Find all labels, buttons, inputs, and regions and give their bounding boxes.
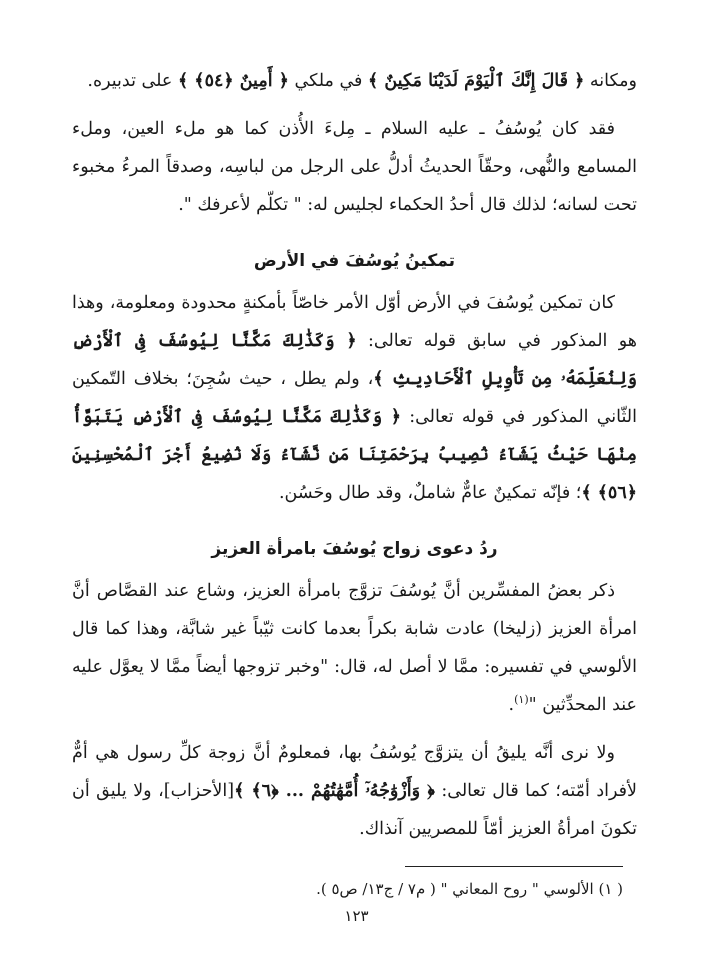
footnote-reference[interactable]: (١): [514, 693, 529, 707]
paragraph-3-lead: كان تمكين يُوسُفَ في الأرض أوّل الأمر خاصّاً بأمكنةٍ محدودة ومعلومة، وهذا هو المذكور في سابق قوله تعالى:: [72, 293, 637, 351]
page-body: [72, 62, 637, 858]
quran-verse-4: ﴿ وَكَذَٰلِكَ مَكَّنَّا لِيُوسُفَ فِى ٱلْأَرْضِ يَتَبَوَّأُ مِنْهَا حَيْثُ يَشَآءُ نُصِيبُ بِرَحْمَتِنَا مَن نَّشَآءُ وَلَا نُضِيعُ أَجْرَ ٱلْمُحْسِنِينَ ﴿٥٦﴾ ﴾: [72, 407, 637, 503]
footnote: ( ١) الألوسي " روح المعاني " ( م٧ / ج١٣/ ص٥ ).: [316, 880, 623, 898]
paragraph-5-tail: ، ولا يليق أن تكونَ امرأةُ العزيز أمّاً للمصريين آنذاك.: [72, 781, 637, 839]
paragraph-4-text: ذكر بعضُ المفسِّرين أنَّ يُوسُفَ تزوَّج بامرأة العزيز، وشاع عند القصَّاص أنَّ امرأة العزيز (زليخا) عادت شابة بكراً بعدما كانت ثيّباً غير شابَّة، وهذا كما قال الألوسي في تفسيره: ممَّا لا أصل له، قال: "وخبر تزوجها أيضاً ممَّا لا يعوَّل عليه عند المحدِّثين ": [72, 581, 637, 715]
paragraph-5: [72, 734, 637, 848]
paragraph-1-tail: على تدبيره.: [87, 71, 173, 91]
paragraph-2: فقد كان يُوسُفُ ـ عليه السلام ـ مِلءَ الأُذن كما هو ملء العين، وملء المسامع والنُّهى، وحقّاً الحديثُ أدلُّ على الرجل من لباسِه، وصدقاً المرءُ مخبوء تحت لسانه؛ لذلك قال أحدُ الحكماء لجليس له: " تكلّم لأعرفك ".: [72, 119, 637, 215]
quran-verse-2: ﴿ أَمِينٌ ﴿٥٤﴾ ﴾: [177, 71, 289, 91]
section-heading-1: تمكينُ يُوسُفَ في الأرض: [253, 251, 456, 271]
section-heading-2: ردُ دعوى زواج يُوسُفَ بامرأة العزيز: [211, 539, 498, 559]
paragraph-3-end: ؛ فإنّه تمكينٌ عامٌّ شاملٌ، وقد طال وحَسُن.: [278, 483, 582, 503]
page-number: ١٢٣: [344, 907, 369, 925]
paragraph-1-mid: في ملكي: [294, 71, 363, 91]
quran-verse-3: ﴿ وَكَذَٰلِكَ مَكَّنَّا لِيُوسُفَ فِى ٱلْأَرْضِ وَلِنُعَلِّمَهُۥ مِن تَأْوِيلِ ٱلْأَحَادِيثِ ﴾: [72, 331, 637, 389]
paragraph-5-lead: ولا نرى أنَّه يليقُ أن يتزوَّج يُوسُفُ بها، فمعلومٌ أنَّ زوجة كلِّ رسول هي أمٌّ لأفراد أمّته؛ كما قال تعالى:: [72, 743, 637, 801]
paragraph-3: [72, 284, 637, 512]
quran-verse-1: ﴿ قَالَ إِنَّكَ ٱلْيَوْمَ لَدَيْنَا مَكِينٌ ﴾: [368, 71, 585, 91]
paragraph-1-lead: ومكانه: [589, 71, 637, 91]
paragraph-1: [72, 62, 637, 100]
paragraph-3-tail: ، ولم يطل ، حيث سُجِنَ؛ بخلاف التّمكين الثّاني المذكور في قوله تعالى:: [72, 369, 637, 427]
paragraph-4: [72, 572, 637, 724]
footnote-divider: [405, 866, 623, 867]
quran-verse-5: ﴿ وَأَزْوَٰجُهُۥٓ أُمَّهَٰتُهُمْ ... ﴿٦﴾ ﴾: [234, 781, 435, 801]
surah-reference: [الأحزاب]: [163, 781, 235, 801]
paragraph-4-end: .: [508, 695, 515, 715]
